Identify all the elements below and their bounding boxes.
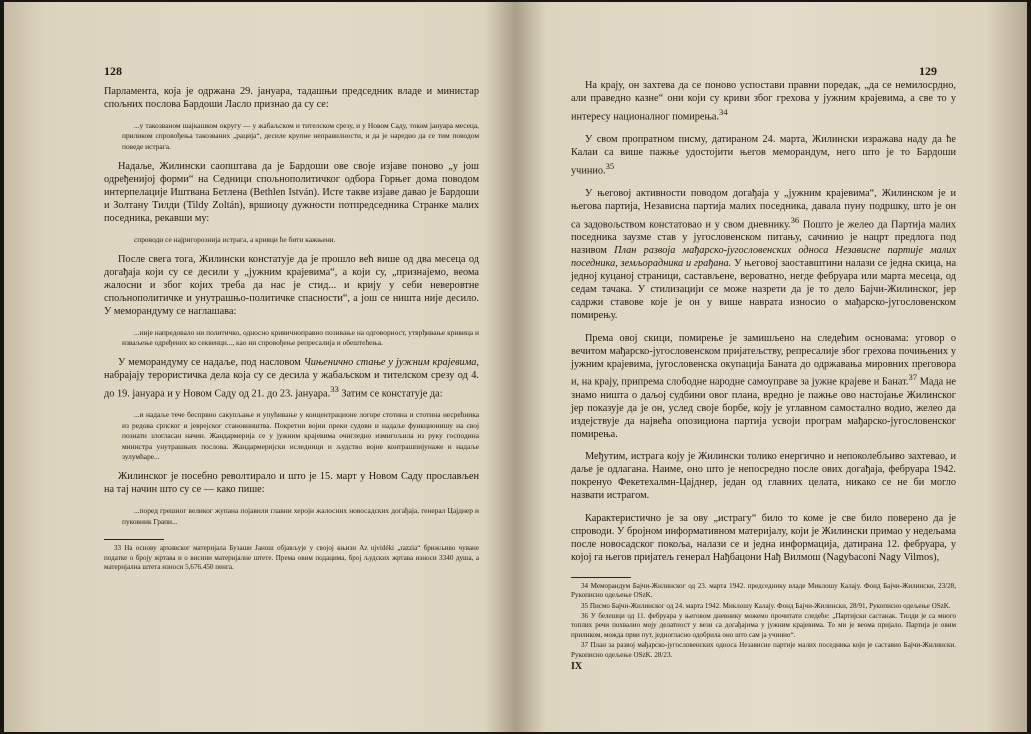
footnote: 35 Писмо Бајчи-Жилинског од 24. марта 1942. Миклошу Калају. Фонд Бајчи-Жилински, 28/91, Рукописно одељење OSzK. bbox=[581, 601, 951, 610]
footnote-ref: 37 bbox=[908, 372, 918, 383]
paragraph: Жилинског је посебно револтирало и што је 15. март у Новом Саду прослављен на тај начин што су се — како пише: bbox=[104, 471, 479, 496]
book-spread bbox=[4, 2, 1027, 732]
right-page bbox=[518, 2, 1027, 732]
footnote-ref: 34 bbox=[719, 106, 728, 117]
paragraph: У његовој активности поводом догађаја у „јужним крајевима“, Жилинском је и његова партија, Независна партија малих поседника, давала пуну подршку, што је он са задовољством констатовао и у свом дневнику.$^{36}$ Пошто је желео да Партија малих поседника заузме став у југословенском питању, сачинио је нацрт предлога под називом План развоја мађарско-југословенских односа Независне партије малих поседника, земљорадника и грађана. У његовој заоставштини налази се једна скица, на једној куцаној страници, састављене, вероватно, негде фебруара или марта месеца, од седам тачака. У стилизацији се може назрети да је то дело Бајчи-Жилинског, јер садржи ставове које је он у више наврата износио о мађарско-југословенском помирењу. bbox=[571, 188, 957, 321]
footnote-ref: 36 bbox=[790, 215, 800, 226]
footnote: 36 У белешци од 11. фебруара у његовом дневнику можемо прочитати следеће: „Партијски састанак. Тилди је са много топлих речи похвалио моју делатност у вези са догађајима у јужним крајевима. То ми је веома пријало. Партија је овим приликом, можда први пут, једногласно одобрила оно што сам ја учинио“. bbox=[571, 611, 956, 639]
page-number-left: 128 bbox=[104, 64, 122, 78]
left-page bbox=[4, 2, 516, 732]
footnote-ref: 33 bbox=[330, 384, 339, 395]
block-quote: ...није напредовало ни политичко, односно кривичноправно позивање на одговорност, утврђивање кривица и изваљење одређених ко секвенци..., као ни спровођење репресалија и обештећења. bbox=[122, 327, 479, 347]
paragraph: После свега тога, Жилински констатује да је прошло већ више од два месеца од догађаја који су се десили у „јужним крајевима“, а који су, „признајемо, веома жалосни и због којих треба да нас је стид... и крију у себи неверовтне спољнополитичке и унутрашњо-политичке спасности“, а још се ништа није десило. У меморандуму се наглашава: bbox=[104, 253, 479, 317]
paragraph: У меморандуму се надаље, под насловом Чињенично стање у јужним крајевима, набрајају терористичка дела која су се десила у жабаљском и тителском срезу од 4. до 19. јануара и у Новом Саду од 21. до 23. јануара.$^{33}$ Затим се констатује да: bbox=[104, 357, 479, 400]
paragraph: Према овој скици, помирење је замишљено на следећим основама: уговор о вечитом мађарско-југословенском пријатељству, репресалије због грехова почињених у јужним крајевима, југословенска окупација Баната до одржавања мировних преговора и, на крају, припрема слободне народне самоуправе за јужне крајеве и Банат.$^{37}$ Мада не знамо ништа о даљој судбини овог плана, вредно је пажње ово настојање Жилинског јер показује да је он, услед своје борбе, коју је углавном самостално водио, желео да издејствује да највећа опозициона партија усвоји програм мађарско-југословенског помирења. bbox=[571, 332, 956, 440]
paragraph: Парламента, која је одржана 29. јануара, тадашњи председник владе и министар спољних послова Бардоши Ласло признао да су се: bbox=[104, 86, 479, 110]
signature-mark: IX bbox=[571, 660, 583, 672]
block-quote: ...поред грешног великог жупана појавили главни хероји жалосних новосадских догађаја, генерал Цајднер и пуковник Грапи... bbox=[122, 506, 479, 526]
block-quote: ...и надаље тече беспрвно сакупљање и упућивање у концентрационе логоре стотина и стотина несрећника из редова српског и јеврејског становништва. Покретни војни преки судови и надаље функционишу на свој познати злогласан начин. Жандармерија се у јужним крајевима очигледно измигољила из руку господина министра унутрашњих послова. Жандармеријски иследници и људство војне контрашпијунаже и надаље зулумћаре... bbox=[122, 410, 479, 462]
footnote: 33 На основу архивског материјала Бузаши Јанош објављује у својој књизи Az ujvidéki „razzia“ брижљиво чуване податке о броју жртава и о висини материјалне штете. Према овим подацима, број људских жртава износи 3340 душа, а материјална штета износи 5,676.450 пенга. bbox=[104, 544, 479, 571]
footnote: 34 Меморандум Бајчи-Жилинског од 23. марта 1942. председнику владе Миклошу Калају. Фонд Бајчи-Жилински, 23/28, Рукописно одељење OSzK. bbox=[571, 581, 956, 600]
paragraph: Карактеристично је за ову „истрагу“ било то коме је све било поверено да је спроводи. У бројном информативном материјалу, који је Жилински примао у недељама после новосадског покоља, налази се и једна информација, датирана 12. фебруара, у којој га његов пријатељ генерал Нађбацони Нађ Вилмош (Nagybaconi Nagy Vilmos), bbox=[571, 513, 956, 563]
page-number-right: 129 bbox=[919, 64, 937, 78]
footnote-divider bbox=[571, 577, 631, 578]
right-page-text bbox=[571, 80, 956, 672]
left-page-text bbox=[104, 86, 479, 573]
footnote: 37 План за развој мађарско-југословенских односа Независне партије малих поседника који је саставио Бајчи-Жилински. Рукописно одељење OSzK. 28/23. bbox=[571, 641, 956, 659]
italic-title: План развоја мађарско-југословенских односа Независне партије малих поседника, земљорадника и грађана. bbox=[571, 245, 956, 270]
block-quote: ...у такозваном шајкашком округу — у жабаљском и тителском срезу, и у Новом Саду, током јануара месеца, приликом спровођења такозваних „рација“, десиле крупне неправилности, и да је наредио да се тим поводом поведе истрага. bbox=[122, 120, 479, 151]
footnote-ref: 35 bbox=[605, 160, 615, 171]
paragraph: У свом пропратном писму, датираном 24. марта, Жилински изражава наду да ће Калаи са више пажње удостојити његов меморандум, него што је то Бардоши учинио.$^{35}$ bbox=[571, 134, 956, 177]
block-quote: спроводи се најригорознија истрага, а кривци ће бити кажњени. bbox=[134, 234, 336, 244]
paragraph: На крају, он захтева да се поново успостави правни поредак, „да се немилосрдно, али праведно казне“ они који су криви због греховa у јужним крајевима, а све то у интересу националног помирења.$^{34}$ bbox=[571, 80, 956, 123]
italic-title: Чињенично стање у јужним крајевима bbox=[303, 357, 477, 369]
paragraph: Међутим, истрага коју је Жилински толико енергично и непоколебљиво захтевао, и даље је одлагана. Наиме, оно што је непосредно после ових догађаја, фебруара 1942. покренуо Фекетехалмн-Цајднер, један од главних целата, никако се не би могло назвати истрагом. bbox=[571, 451, 956, 502]
paragraph: Надаље, Жилински саопштава да је Бардоши ове своје изјаве поново „у још одређенијој форми“ на Седници спољнополитичког одбора Горњег дома поводом интерпелације Иштвана Бетлена (Bethlen István). Исте такве изјаве давао је Бардоши и Золтану Тилди (Tildy Zoltán), вршиоцу дужности потпредседника Странке малих поседника, рекавши му: bbox=[104, 161, 479, 224]
footnote-divider bbox=[104, 539, 164, 540]
